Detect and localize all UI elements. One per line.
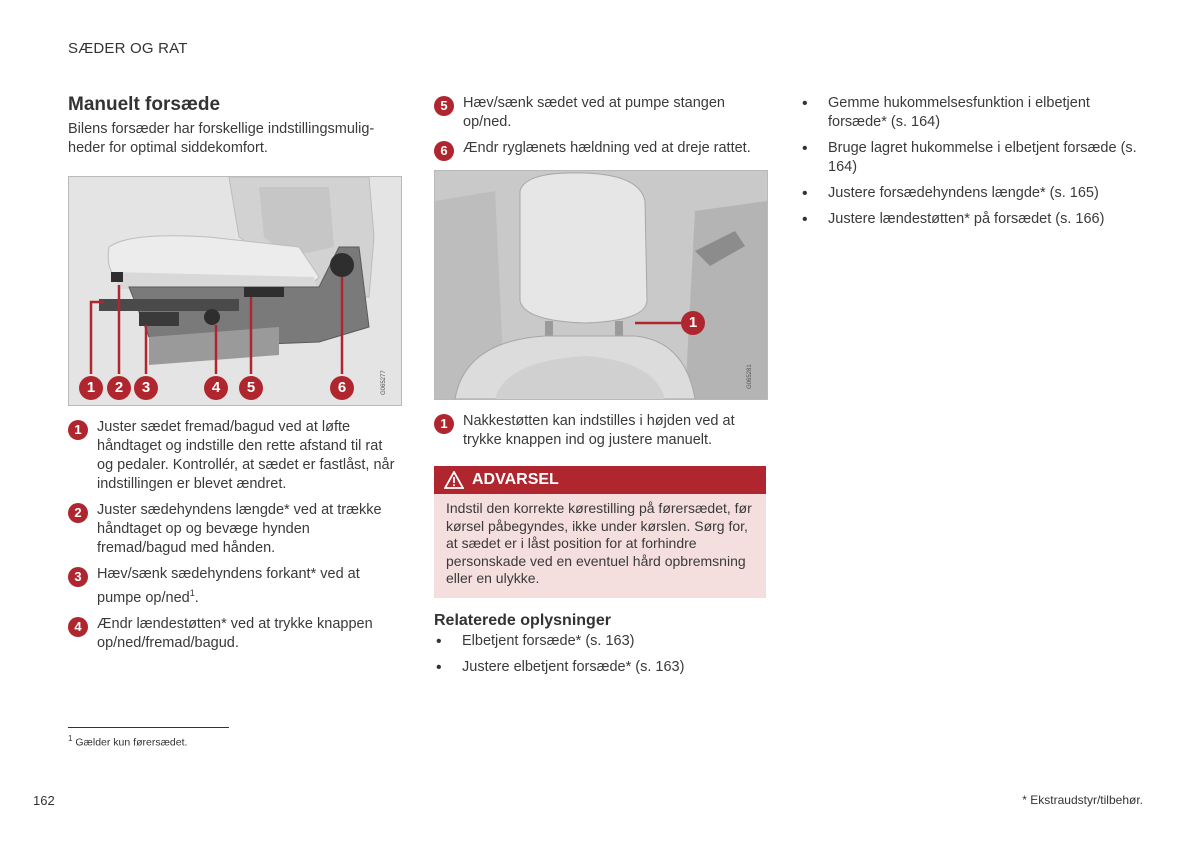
list-item [434,94,768,132]
footnote-divider [68,727,229,728]
headrest-drawing [435,171,767,399]
section-header: SÆDER OG RAT [68,40,188,57]
warning-text: Indstil den korrekte kørestilling på førersædet, før kørsel påbegyndes, ikke under kørslen. Sørg for, at sædet er i låst position for at forhindre personskade ved en eventuel hård opbremsning eller en ulykke. [446,500,752,586]
step-number: 6 [434,141,454,161]
step-text-end: . [194,589,199,606]
step-number: 1 [434,414,454,434]
callout-3: 3 [134,376,158,400]
warning-header [434,466,766,494]
warning-box [434,466,766,598]
page-number: 162 [33,793,55,808]
step-number: 3 [68,567,88,587]
page-title: Manuelt forsæde [68,94,221,115]
footnote-ref: 1 [189,588,195,598]
right-column [800,94,1140,236]
callout-1: 1 [79,376,103,400]
footnote [68,734,187,749]
seat-illustration [68,176,402,406]
figure-code: G065277 [381,370,387,395]
related-link[interactable]: • Bruge lagret hukommelse i elbetjent forsæde (s. 164) [800,139,1140,177]
step-number: 1 [68,420,88,440]
callout-2: 2 [107,376,131,400]
step-text: Nakkestøtten kan indstilles i højden ved at trykke knappen ind og justere manuelt. [463,413,735,448]
note-list [434,412,768,450]
callout-6: 6 [330,376,354,400]
related-link[interactable]: • Elbetjent forsæde* (s. 163) [434,632,768,651]
step-list [68,418,402,653]
footnote-text: Gælder kun førersædet. [75,736,188,749]
callout-5: 5 [239,376,263,400]
step-text: Hæv/sænk sædehyndens forkant* ved at pumpe op/ned [97,566,360,606]
related-link[interactable]: • Justere lændestøtten* på forsædet (s. 166) [800,210,1140,229]
step-text: Ændr lændestøtten* ved at trykke knappen op/ned/fremad/bagud. [97,615,373,651]
related-link[interactable]: • Justere forsædehyndens længde* (s. 165) [800,184,1140,203]
footnote-mark: 1 [68,734,73,743]
accessory-note: * Ekstraudstyr/tilbehør. [1022,793,1143,807]
step-text: Juster sædet fremad/bagud ved at løfte håndtaget og indstille den rette afstand til rat og pedaler. Kontrollér, at sædet er fastlåst, når indstillingen er blevet ændret. [97,419,395,492]
warning-icon [444,471,464,489]
list-item [68,565,402,608]
step-number: 2 [68,503,88,523]
list-item [434,139,768,158]
callout-1: 1 [681,311,705,335]
figure-code: G065281 [747,364,753,389]
related-link[interactable]: • Justere elbetjent forsæde* (s. 163) [434,658,768,677]
list-item [68,501,402,558]
callout-4: 4 [204,376,228,400]
intro-text: Bilens forsæder har forskellige indstillingsmulig-heder for optimal siddekomfort. [68,121,375,156]
headrest-illustration [434,170,768,400]
list-item [68,418,402,494]
related-title: Relaterede oplysninger [434,611,611,629]
seat-drawing [69,177,401,405]
list-item [68,615,402,653]
related-link[interactable]: • Gemme hukommelsesfunktion i elbetjent forsæde* (s. 164) [800,94,1140,132]
warning-title: ADVARSEL [472,471,559,488]
list-item [434,412,768,450]
step-text: Hæv/sænk sædet ved at pumpe stangen op/ned. [463,95,725,130]
left-column [68,94,402,660]
related-list [434,632,768,677]
step-number: 4 [68,617,88,637]
related-list-continued [800,94,1140,229]
step-number: 5 [434,96,454,116]
step-text: Ændr ryglænets hældning ved at dreje rattet. [463,140,751,156]
step-text: Juster sædehyndens længde* ved at trække håndtaget op og bevæge hynden fremad/bagud med hånden. [97,502,382,556]
middle-column [434,94,768,684]
